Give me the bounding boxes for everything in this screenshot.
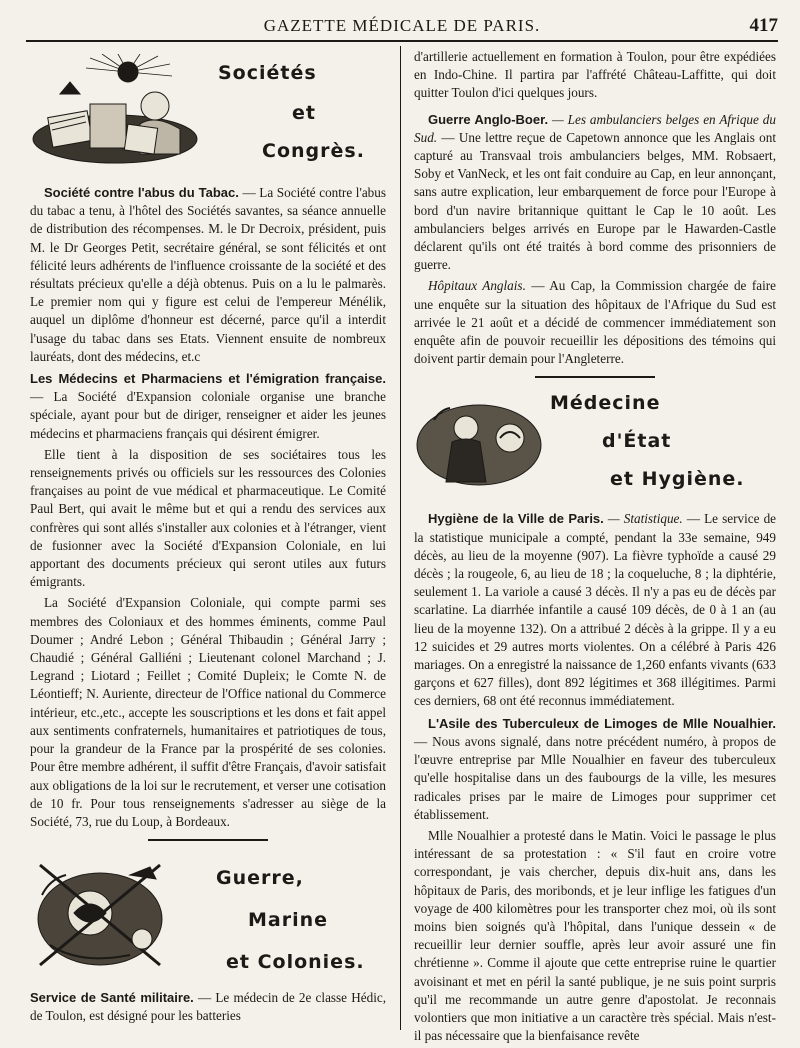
section-title-line-1: Médecine [550,392,661,415]
article-hopitaux-anglais-title: Hôpitaux Anglais. [428,278,526,294]
article-emigration-p2: Elle tient à la disposition de ses sociétaires tous les renseignements privés ou officiels sur les ressources des Colonies françaises au point de vue médical et pharmaceutique. Le Comité Paul Bert, qui avait le même but et qui a rendu des services aux confrères qui sont allés s'installer aux colonies et à l'étranger, vient de fusionner avec la Société d'Expansion Coloniale, en lui apportant des documents précieux qui seront utiles aux futurs émigrants. [30,446,386,590]
page-header [26,14,778,42]
article-hopitaux-anglais [414,277,776,368]
article-tabac-body: — La Société contre l'abus du tabac a tenu, à l'hôtel des Sociétés savantes, sa séance annuelle de distribution des récompenses. M. le Dr Decroix, président, puis M. le Dr Georges Petit, secrétaire général, se sont félicités et ont félicité leurs adhérents de l'influence croissante de la société et des résultats précieux qu'elle a déjà obtenus. Puis on a lu le palmarès. Le premier nom qui y figure est celui de l'empereur Ménélik, auquel un diplôme d'honneur est décerné, parce qu'il a interdit l'usage du tabac dans ses Etats. Viennent ensuite de nombreux lauréats, dont des médecins, et.c [30,185,387,364]
section-title-line-3: et Hygiène. [610,468,745,491]
section-rule [535,376,655,378]
section-title-line-2: d'État [602,430,672,453]
article-tabac-title: Société contre l'abus du Tabac. [44,185,239,200]
medecine-vignette [414,390,544,490]
article-asile-tuberculeux-body: — Nous avons signalé, dans notre précédent numéro, à propos de l'œuvre entreprise par Mlle Noualhier en faveur des tuberculeux qu'elle hospitalise dans un des faubourgs de la ville, les mesures radicales prises par le maire de Limoges pour supprimer cet établissement. [414,733,776,822]
section-heading-medecine [414,386,776,504]
column-divider [400,46,401,1030]
article-emigration [30,370,386,443]
left-column [30,48,386,1029]
article-hygiene-paris [414,510,776,710]
right-column [414,48,776,1048]
section-title-line-3: et Colonies. [226,951,365,974]
societes-vignette [30,54,200,172]
article-hygiene-paris-title: Hygiène de la Ville de Paris. [428,511,604,527]
section-heading-guerre [30,849,386,983]
article-asile-tuberculeux-title: L'Asile des Tuberculeux de Limoges de Mlle Noualhier. [428,715,776,731]
continued-paragraph: d'artillerie actuellement en formation à Toulon, pour être expédiées en Indo-Chine. Il partira par l'affrété Château-Laffitte, qui doit quitter Toulon d'ici quelques jours. [414,49,776,101]
section-title-line-2: et [292,102,316,124]
article-sante-militaire-title: Service de Santé militaire. [30,990,194,1006]
article-anglo-boer [414,111,776,275]
article-anglo-boer-body: — Une lettre reçue de Capetown annonce que les Anglais ont capturé au Transvaal trois ambulanciers belges, MM. Robsaert, Soby et VanNeck, et les ont fait conduire au Cap, en leur annonçant, sans autre explication, leur embarquement de force pour l'Europe à bord d'un navire britannique quittant le Cap le 10 août. Les ambulanciers belges arrivés en Europe par le Hawarden-Castle déclarent qu'ils ont été traités à bord comme des prisonniers de guerre. [414,129,776,273]
article-emigration-title: Les Médecins et Pharmaciens et l'émigration française. [30,371,386,387]
article-hygiene-paris-body: — Le service de la statistique municipale a compté, pendant la 33e semaine, 949 décès, au lieu de la moyenne (907). La fièvre typhoïde a causé 29 décès ; la rougeole, 6, au lieu de 18 ; la coqueluche, 8 ; la diphtérie, seulement 1. La variole a causé 3 décès. Il n'y a pas eu de décès par scarlatine. La diarrhée infantile a causé 109 décès, de 0 à 1 an (au lieu de la moyenne 132). On a attribué 2 décès à la grippe. Il y a eu 12 suicides et 29 autres morts violentes. On a célébré à Paris 426 mariages. On a enregistré la naissance de 1,260 enfants vivants (633 garçons et 627 filles), dont 892 légitimes et 368 illégitimes. Parmi ces derniers, 68 ont été reconnus immédiatement. [414,511,777,709]
section-heading-societes [30,48,386,178]
guerre-vignette [30,855,200,973]
journal-title: GAZETTE MÉDICALE DE PARIS. [263,16,541,35]
article-asile-tuberculeux-p2: Mlle Noualhier a protesté dans le Matin. Voici le passage le plus intéressant de sa protestation : « S'il faut en croire votre correspondant, je vais chercher, depuis dix-huit ans, dans les hôpitaux de Paris, des moribonds, et je leur inflige les fatigues d'un voyage de 400 kilomètres pour les transporter chez moi, où ils sont moins bien soignés qu'à l'hôpital, dans l'unique dessein « de recueillir leur dernier souffle, après leur avoir assuré une fin chrétienne ». Comme il ajoute que cette entreprise ruine le quartier avoisinant et met en péril la santé publique, je ne suis point surpris qu'il me recommande un autre genre d'apostolat. Je reconnais volontiers que mon initiative a un caractère très spécial. Mais n'est-il pas nécessaire que la bienfaisance revête [414,827,776,1044]
section-title-line-1: Sociétés [218,62,317,84]
article-sante-militaire [30,989,386,1025]
article-anglo-boer-title: Guerre Anglo-Boer. [428,111,549,127]
page-number: 417 [749,15,778,36]
article-sante-militaire-body: — Le médecin de 2e classe Hédic, de Toulon, est désigné pour les batteries [30,990,387,1024]
section-title-line-2: Marine [248,909,329,932]
section-rule [148,839,268,841]
section-title-line-1: Guerre, [216,867,304,890]
article-emigration-p3: La Société d'Expansion Coloniale, qui compte parmi ses membres des Coloniaux et des hommes éminents, comme Paul Doumer ; André Lebon ; Général Thibaudin ; Général Jarry ; Chaudié ; Général Galliéni ; Lieutenant colonel Marchand ; J. Legrand ; Liotard ; Feillet ; Comité Dupleix; le Comte N. de Léontieff; N. Auriente, directeur de l'Office national du Commerce intérieur, etc.,etc., accepte les souscriptions et les dons et fait appel aux sentiments confraternels, humanitaires et patriotiques de tous, pour la grandeur de la France par la prospérité de ses colonies. Pour être membre adhérent, il suffit d'être Français, d'avoir satisfait aux obligations de la loi sur le recrutement, et verser une cotisation de 10 fr. Pour tous renseignements s'adresser au siège de la Société, 73, rue du Loup, à Bordeaux. [30,595,386,829]
article-hygiene-paris-subtitle: — Statistique. [607,511,683,527]
article-emigration-body: — La Société d'Expansion coloniale organise une branche spéciale, ayant pour but de diriger, renseigner et aider les jeunes médecins et pharmaciens français qui désirent émigrer. [30,389,386,441]
article-anglo-boer-subtitle: — Les ambulanciers belges en Afrique du Sud. [414,111,776,145]
article-hopitaux-anglais-body: — Au Cap, la Commission chargée de faire une enquête sur la situation des hôpitaux de l'Afrique du Sud est arrivée le 21 août et a décidé de commencer immédiatement son enquête afin de pouvoir recueillir les dépositions des témoins qui doivent partir demain pour l'Angleterre. [414,278,776,367]
article-asile-tuberculeux [414,715,776,824]
section-title-line-3: Congrès. [262,140,365,162]
article-tabac [30,184,386,366]
